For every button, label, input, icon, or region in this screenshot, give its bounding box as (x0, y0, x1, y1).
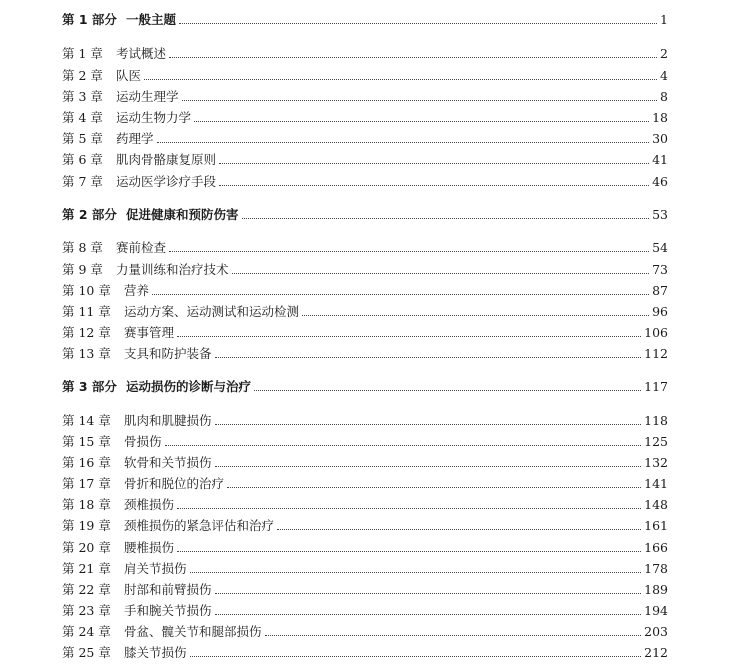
chapter-number: 第 8 章 (62, 240, 103, 255)
chapter-number: 第 4 章 (62, 110, 103, 125)
toc-chapter-entry (62, 127, 668, 147)
toc-chapter-entry (62, 536, 668, 556)
chapter-title: 运动方案、运动测试和运动检测 (124, 304, 300, 319)
dot-leader (144, 79, 657, 80)
toc-chapter-entry (62, 42, 668, 62)
chapter-title: 腰椎损伤 (124, 540, 175, 555)
toc-chapter-entry (62, 409, 668, 429)
toc-chapter-entry (62, 599, 668, 619)
chapter-title: 肩关节损伤 (124, 561, 187, 576)
chapter-number: 第 24 章 (62, 624, 111, 639)
part-title: 一般主题 (126, 12, 177, 27)
dot-leader (219, 185, 649, 186)
dot-leader (219, 163, 649, 164)
chapter-title: 力量训练和治疗技术 (116, 262, 229, 277)
dot-leader (177, 551, 641, 552)
chapter-title: 软骨和关节损伤 (124, 455, 212, 470)
toc-chapter-entry (62, 279, 668, 299)
chapter-title: 赛前检查 (116, 240, 167, 255)
toc-chapter-entry (62, 472, 668, 492)
page-number: 117 (644, 379, 668, 394)
toc-chapter-entry (62, 451, 668, 471)
dot-leader (182, 100, 658, 101)
chapter-title: 肌肉骨骼康复原则 (116, 152, 217, 167)
chapter-number: 第 5 章 (62, 131, 103, 146)
toc-chapter-entry (62, 300, 668, 320)
chapter-number: 第 2 章 (62, 68, 103, 83)
page-number: 141 (644, 476, 668, 491)
chapter-number: 第 23 章 (62, 603, 111, 618)
chapter-number: 第 14 章 (62, 413, 111, 428)
dot-leader (265, 635, 642, 636)
page-number: 212 (644, 645, 668, 660)
part-title: 运动损伤的诊断与治疗 (126, 379, 252, 394)
dot-leader (232, 273, 650, 274)
toc-chapter-entry (62, 106, 668, 126)
toc-part-entry (62, 203, 668, 223)
chapter-title: 手和腕关节损伤 (124, 603, 212, 618)
chapter-title: 队医 (116, 68, 142, 83)
page-number: 166 (644, 540, 668, 555)
dot-leader (165, 445, 642, 446)
page-number: 112 (644, 346, 668, 361)
part-number: 第 1 部分 (62, 12, 117, 27)
chapter-title: 骨折和脱位的治疗 (124, 476, 225, 491)
chapter-title: 运动生理学 (116, 89, 179, 104)
page-number: 161 (644, 518, 668, 533)
page-number: 203 (644, 624, 668, 639)
chapter-number: 第 19 章 (62, 518, 111, 533)
dot-leader (215, 614, 642, 615)
chapter-number: 第 1 章 (62, 46, 103, 61)
dot-leader (215, 357, 642, 358)
page-number: 73 (652, 262, 668, 277)
page-number: 189 (644, 582, 668, 597)
toc-chapter-entry (62, 258, 668, 278)
toc-chapter-entry (62, 514, 668, 534)
toc-chapter-entry (62, 578, 668, 598)
part-number: 第 2 部分 (62, 207, 117, 222)
dot-leader (177, 336, 641, 337)
page-number: 118 (644, 413, 668, 428)
dot-leader (242, 218, 650, 219)
chapter-number: 第 25 章 (62, 645, 111, 660)
chapter-number: 第 16 章 (62, 455, 111, 470)
dot-leader (215, 466, 642, 467)
toc-part-entry (62, 8, 668, 28)
page-number: 178 (644, 561, 668, 576)
part-number: 第 3 部分 (62, 379, 117, 394)
dot-leader (194, 121, 649, 122)
toc-chapter-entry (62, 493, 668, 513)
toc-chapter-entry (62, 342, 668, 362)
page-number: 18 (652, 110, 668, 125)
dot-leader (152, 294, 649, 295)
page-number: 87 (652, 283, 668, 298)
chapter-number: 第 7 章 (62, 174, 103, 189)
page-number: 106 (644, 325, 668, 340)
chapter-number: 第 20 章 (62, 540, 111, 555)
chapter-title: 肘部和前臂损伤 (124, 582, 212, 597)
chapter-title: 肌肉和肌腱损伤 (124, 413, 212, 428)
toc-chapter-entry (62, 148, 668, 168)
dot-leader (169, 251, 649, 252)
dot-leader (227, 487, 641, 488)
chapter-number: 第 18 章 (62, 497, 111, 512)
page-number: 148 (644, 497, 668, 512)
chapter-title: 考试概述 (116, 46, 167, 61)
chapter-title: 药理学 (116, 131, 154, 146)
page-number: 8 (660, 89, 668, 104)
page-number: 1 (660, 12, 668, 27)
chapter-number: 第 9 章 (62, 262, 103, 277)
chapter-title: 骨损伤 (124, 434, 162, 449)
chapter-title: 运动生物力学 (116, 110, 192, 125)
toc-part-entry (62, 375, 668, 395)
chapter-number: 第 15 章 (62, 434, 111, 449)
dot-leader (179, 23, 657, 24)
dot-leader (177, 508, 641, 509)
page-number: 2 (660, 46, 668, 61)
chapter-title: 颈椎损伤的紧急评估和治疗 (124, 518, 275, 533)
dot-leader (169, 57, 657, 58)
toc-chapter-entry (62, 620, 668, 640)
dot-leader (157, 142, 650, 143)
page-number: 46 (652, 174, 668, 189)
chapter-number: 第 6 章 (62, 152, 103, 167)
chapter-number: 第 22 章 (62, 582, 111, 597)
chapter-number: 第 3 章 (62, 89, 103, 104)
page-number: 132 (644, 455, 668, 470)
page-number: 96 (652, 304, 668, 319)
page-number: 125 (644, 434, 668, 449)
toc-chapter-entry (62, 85, 668, 105)
chapter-number: 第 11 章 (62, 304, 111, 319)
dot-leader (190, 656, 642, 657)
toc-chapter-entry (62, 557, 668, 577)
dot-leader (215, 424, 642, 425)
chapter-number: 第 10 章 (62, 283, 111, 298)
dot-leader (254, 390, 641, 391)
page-number: 194 (644, 603, 668, 618)
chapter-title: 颈椎损伤 (124, 497, 175, 512)
dot-leader (277, 529, 641, 530)
chapter-number: 第 17 章 (62, 476, 111, 491)
chapter-number: 第 13 章 (62, 346, 111, 361)
dot-leader (215, 593, 642, 594)
dot-leader (302, 315, 649, 316)
page-number: 53 (652, 207, 668, 222)
chapter-number: 第 12 章 (62, 325, 111, 340)
page-number: 30 (652, 131, 668, 146)
toc-chapter-entry (62, 236, 668, 256)
page-number: 54 (652, 240, 668, 255)
chapter-title: 膝关节损伤 (124, 645, 187, 660)
chapter-title: 支具和防护装备 (124, 346, 212, 361)
part-title: 促进健康和预防伤害 (126, 207, 239, 222)
chapter-title: 运动医学诊疗手段 (116, 174, 217, 189)
page-number: 4 (660, 68, 668, 83)
toc-chapter-entry (62, 430, 668, 450)
chapter-title: 骨盆、髋关节和腿部损伤 (124, 624, 262, 639)
toc-chapter-entry (62, 321, 668, 341)
chapter-title: 营养 (124, 283, 150, 298)
chapter-number: 第 21 章 (62, 561, 111, 576)
toc-chapter-entry (62, 170, 668, 190)
page-number: 41 (652, 152, 668, 167)
toc-chapter-entry (62, 641, 668, 661)
dot-leader (190, 572, 642, 573)
toc-chapter-entry (62, 64, 668, 84)
chapter-title: 赛事管理 (124, 325, 175, 340)
